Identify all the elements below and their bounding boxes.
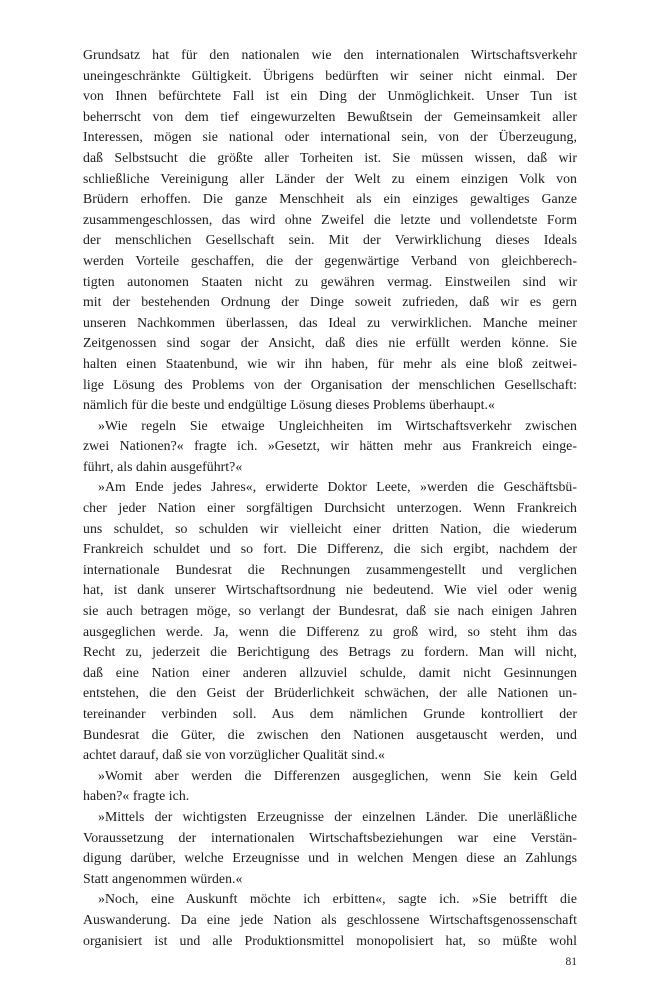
text-line: internationale Bundesrat die Rechnungen zusammengestellt und verglichen	[83, 561, 577, 577]
text-line: daß eine Nation einer anderen allzuviel schulde, damit nicht Gesinnungen	[83, 664, 577, 680]
text-line: Voraussetzung der internationalen Wirtschaftsbeziehungen war eine Verstän-	[83, 829, 577, 845]
text-line: Frankreich schuldet und so fort. Die Differenz, die sich ergibt, nachdem der	[83, 541, 577, 557]
text-line: lige Lösung des Problems von der Organisation der menschlichen Gesellschaft:	[83, 376, 577, 392]
paragraph	[83, 45, 577, 416]
paragraph	[83, 889, 577, 951]
paragraph	[83, 477, 577, 765]
text-line: uneingeschränkte Gültigkeit. Übrigens bedürften wir seiner nicht einmal. Der	[83, 67, 577, 83]
text-line: uns schuldet, so schulden wir vielleicht einer dritten Nation, die wiederum	[83, 520, 577, 536]
text-line: »Wie regeln Sie etwaige Ungleichheiten im Wirtschaftsverkehr zwischen	[98, 417, 577, 433]
text-line: zusammengeschlossen, das wird ohne Zweifel die letzte und vollendetste Form	[83, 211, 577, 227]
text-line: Zeitgenossen sind sogar der Ansicht, daß dies nie erfüllt werden könne. Sie	[83, 335, 577, 351]
text-line: halten einen Staatenbund, wie wir ihn haben, für mehr als eine bloß zeitwei-	[83, 355, 577, 371]
text-line: Statt angenommen würden.«	[83, 870, 243, 886]
text-line: ausgeglichen werde. Ja, wenn die Differenz zu groß wird, so steht ihm das	[83, 623, 577, 639]
page-number: 81	[565, 956, 577, 969]
text-line: beherrscht von dem tief eingewurzelten Bewußtsein der Gemeinsamkeit aller	[83, 108, 577, 124]
text-line: daß Selbstsucht die größte aller Torheiten ist. Sie müssen wissen, daß wir	[83, 149, 577, 165]
text-line: mit der bestehenden Ordnung der Dinge soweit zufrieden, daß wir es gern	[83, 294, 577, 310]
text-line: Interessen, mögen sie national oder international sein, von der Überzeugung,	[83, 129, 577, 145]
text-line: führt, als dahin ausgeführt?«	[83, 458, 243, 474]
text-line: entstehen, die den Geist der Brüderlichkeit schwächen, der alle Nationen un-	[83, 685, 577, 701]
text-line: werden Vorteile geschaffen, die der gegenwärtige Verband von gleichberech-	[83, 252, 577, 268]
paragraph	[83, 807, 577, 889]
text-line: tigten autonomen Staaten nicht zu gewähren vermag. Einstweilen sind wir	[83, 273, 577, 289]
text-line: »Noch, eine Auskunft möchte ich erbitten«, sagte ich. »Sie betrifft die	[98, 891, 577, 907]
text-line: cher jeder Nation einer sorgfältigen Durchsicht unterzogen. Wenn Frankreich	[83, 500, 577, 516]
text-line: haben?« fragte ich.	[83, 788, 190, 804]
text-line: schließliche Vereinigung aller Länder der Welt zu einem einzigen Volk von	[83, 170, 577, 186]
text-line: tereinander verbinden soll. Aus dem nämlichen Grunde kontrolliert der	[83, 706, 577, 721]
text-line: zwei Nationen?« fragte ich. »Gesetzt, wir hätten mehr aus Frankreich einge-	[83, 438, 577, 454]
text-line: digung darüber, welche Erzeugnisse und in welchen Mengen diese an Zahlungs	[83, 850, 577, 866]
text-line: Recht zu, jederzeit die Berichtigung des Betrags zu fordern. Man will nicht,	[83, 644, 577, 660]
text-line: organisiert ist und alle Produktionsmittel monopolisiert hat, so müßte wohl	[83, 932, 577, 948]
text-line: hat, ist dank unserer Wirtschaftsordnung nie bedeutend. Wie viel oder wenig	[83, 582, 577, 598]
text-line: »Womit aber werden die Differenzen ausgeglichen, wenn Sie kein Geld	[98, 767, 577, 783]
paragraph	[83, 766, 577, 807]
text-line: nämlich für die beste und endgültige Lösung dieses Problems überhaupt.«	[83, 397, 496, 413]
text-line: Grundsatz hat für den nationalen wie den internationalen Wirtschaftsverkehr	[83, 47, 577, 62]
text-line: »Am Ende jedes Jahres«, erwiderte Doktor Leete, »werden die Geschäftsbü-	[98, 479, 577, 495]
text-line: Auswanderung. Da eine jede Nation als geschlossene Wirtschaftsgenossenschaft	[83, 911, 577, 927]
text-line: Bundesrat die Güter, die zwischen den Nationen ausgetauscht werden, und	[83, 726, 577, 742]
text-line: achtet darauf, daß sie von vorzüglicher Qualität sind.«	[83, 747, 385, 763]
text-line: »Mittels der wichtigsten Erzeugnisse der einzelnen Länder. Die unerläßliche	[98, 808, 577, 824]
body-text	[83, 45, 577, 951]
text-line: sie auch betragen möge, so verlangt der Bundesrat, daß sie nach einigen Jahren	[83, 603, 577, 619]
paragraph	[83, 416, 577, 478]
text-line: unseren Nachkommen überlassen, das Ideal zu verwirklichen. Manche meiner	[83, 314, 577, 330]
text-line: Brüdern erhoffen. Die ganze Menschheit als ein einziges gewaltiges Ganze	[83, 191, 577, 207]
text-line: der menschlichen Gesellschaft sein. Mit der Verwirklichung dieses Ideals	[83, 232, 577, 248]
text-line: von Ihnen befürchtete Fall ist ein Ding der Unmöglichkeit. Unser Tun ist	[83, 88, 577, 104]
